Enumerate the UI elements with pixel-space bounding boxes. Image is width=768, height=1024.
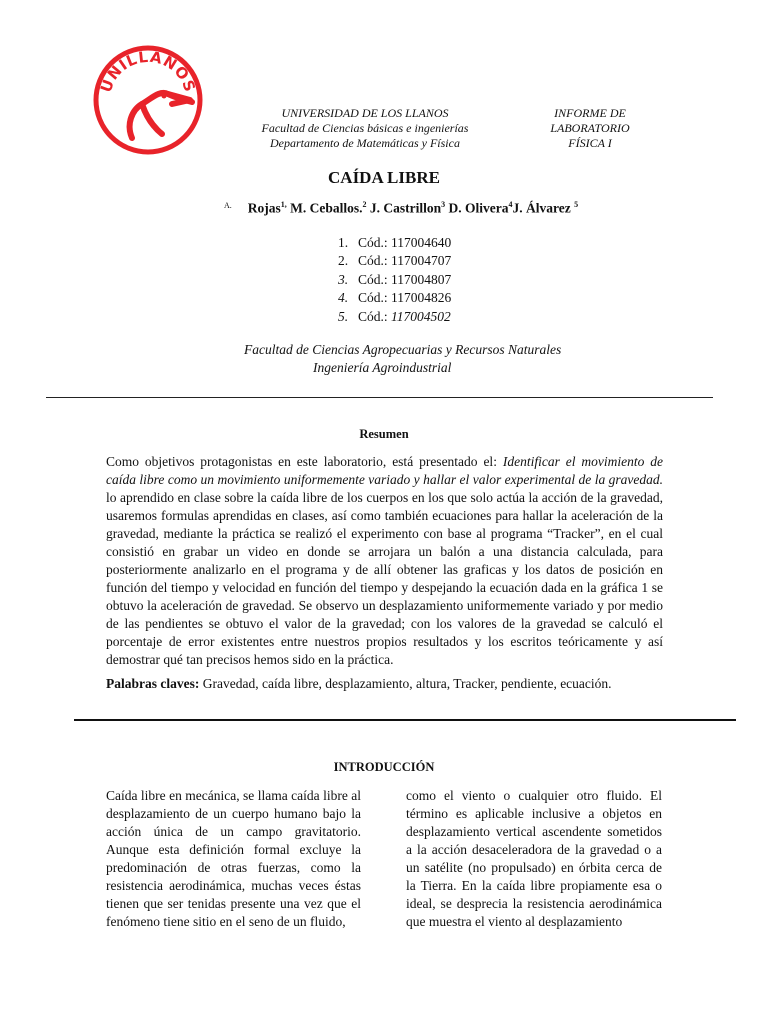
document-title: CAÍDA LIBRE (328, 168, 440, 187)
introduction-heading: INTRODUCCIÓN (333, 760, 435, 774)
author-name: D. Olivera (448, 200, 509, 216)
abstract-text: Como objetivos protagonistas en este laboratorio, está presentado el: Identificar el movimiento de caída libre como un movimiento uniformemente variado y hallar el valor experimental de la gravedad. lo aprendido en clase sobre la caída libre de los cuerpos en los que solo actúa la acción de la gravedad, usaremos formulas aprendidas en clases, así como también ecuaciones para hallar la aceleración de la gravedad, mediante la práctica se realizó el experimento con base al programa “Tracker”, en el cual consistió en grabar un video en donde se arrojara un balón a una distancia calculada, para posteriormente analizarlo en el programa y de allí obtener las graficas y los datos de posición en función del tiempo y velocidad en función del tiempo y despejando la ecuación dada en la gráfica 1 se obtuvo la aceleración de gravedad. Se observo un desplazamiento uniformemente variado y por medio de las pendientes se obtuvo el valor de la gravedad; con los valores de la gravedad se calculó el porcentaje de error existentes entre nuestros propios resultados y los escritos teóricamente y así demostrar qué tan precisos hemos sido en la práctica. (106, 454, 663, 667)
keywords-label: Palabras claves: (106, 676, 200, 691)
faculty-block (0, 341, 768, 376)
faculty-line: Facultad de Ciencias Agropecuarias y Recursos Naturales (244, 342, 562, 357)
duck-icon (130, 93, 192, 138)
author-sup: 3 (441, 200, 446, 209)
introduction-column-right: como el viento o cualquier otro fluido. El término es aplicable inclusive a objetos en desplazamiento vertical ascendente sometidos a la acción desaceleradora de la gravedad o a un satélite (no propulsado) en órbita cerca de la Tierra. En la caída libre propiamente esa o ideal, se desprecia la resistencia aerodinámica que muestra el viento al desplazamiento (406, 788, 662, 929)
code-item: 2. Cód.: 117004707 (338, 253, 452, 269)
code-item: 5. Cód.: 117004502 (338, 308, 451, 324)
duck-eye (162, 94, 167, 99)
author-sup: 2 (362, 200, 367, 209)
author-sup: 1, (280, 200, 287, 209)
divider (74, 719, 736, 721)
report-line: INFORME DE (554, 106, 626, 120)
author-sup: 5 (574, 200, 579, 209)
university-logo (92, 44, 204, 156)
author-mark: A. (224, 200, 232, 210)
report-line: FÍSICA I (568, 136, 612, 150)
author-sup: 4 (508, 200, 513, 209)
introduction-column-left: Caída libre en mecánica, se llama caída libre al desplazamiento de un cuerpo humano bajo la acción única de un campo gravitatorio. Aunque esta definición formal excluye la predominación de otras fuerzas, como la resistencia aerodinámica, muchas veces éstas tienen que ser tenidas presente una vez que el fenómeno tiene sitio en el seno de un fluido, (106, 788, 361, 929)
report-line: LABORATORIO (550, 121, 630, 135)
university-name: UNIVERSIDAD DE LOS LLANOS (281, 106, 449, 120)
university-header (230, 106, 500, 151)
code-item: 3. Cód.: 117004807 (338, 271, 452, 287)
author-name: J. Castrillon (369, 200, 442, 216)
report-header (515, 106, 665, 151)
faculty-name: Facultad de Ciencias básicas e ingenierías (261, 121, 469, 135)
department-name: Departamento de Matemáticas y Física (270, 136, 460, 150)
divider (46, 397, 713, 398)
author-name: Rojas (247, 200, 281, 216)
keywords-list: Gravedad, caída libre, desplazamiento, altura, Tracker, pendiente, ecuación. (199, 676, 612, 691)
program-line: Ingeniería Agroindustrial (313, 359, 452, 375)
abstract-objective: Identificar el movimiento de caída libre como un movimiento uniformemente variado y hallar el valor experimental de la gravedad. (106, 454, 663, 487)
student-codes (338, 234, 451, 326)
code-item: 4. Cód.: 117004826 (338, 290, 452, 306)
code-item: 1. Cód.: 117004640 (338, 235, 452, 250)
author-list (224, 200, 578, 217)
logo-text: UNILLANOS (96, 47, 200, 95)
author-name: M. Ceballos. (290, 200, 363, 216)
keywords (106, 676, 686, 692)
abstract-heading: Resumen (359, 427, 409, 441)
author-name: J. Álvarez (512, 200, 571, 216)
